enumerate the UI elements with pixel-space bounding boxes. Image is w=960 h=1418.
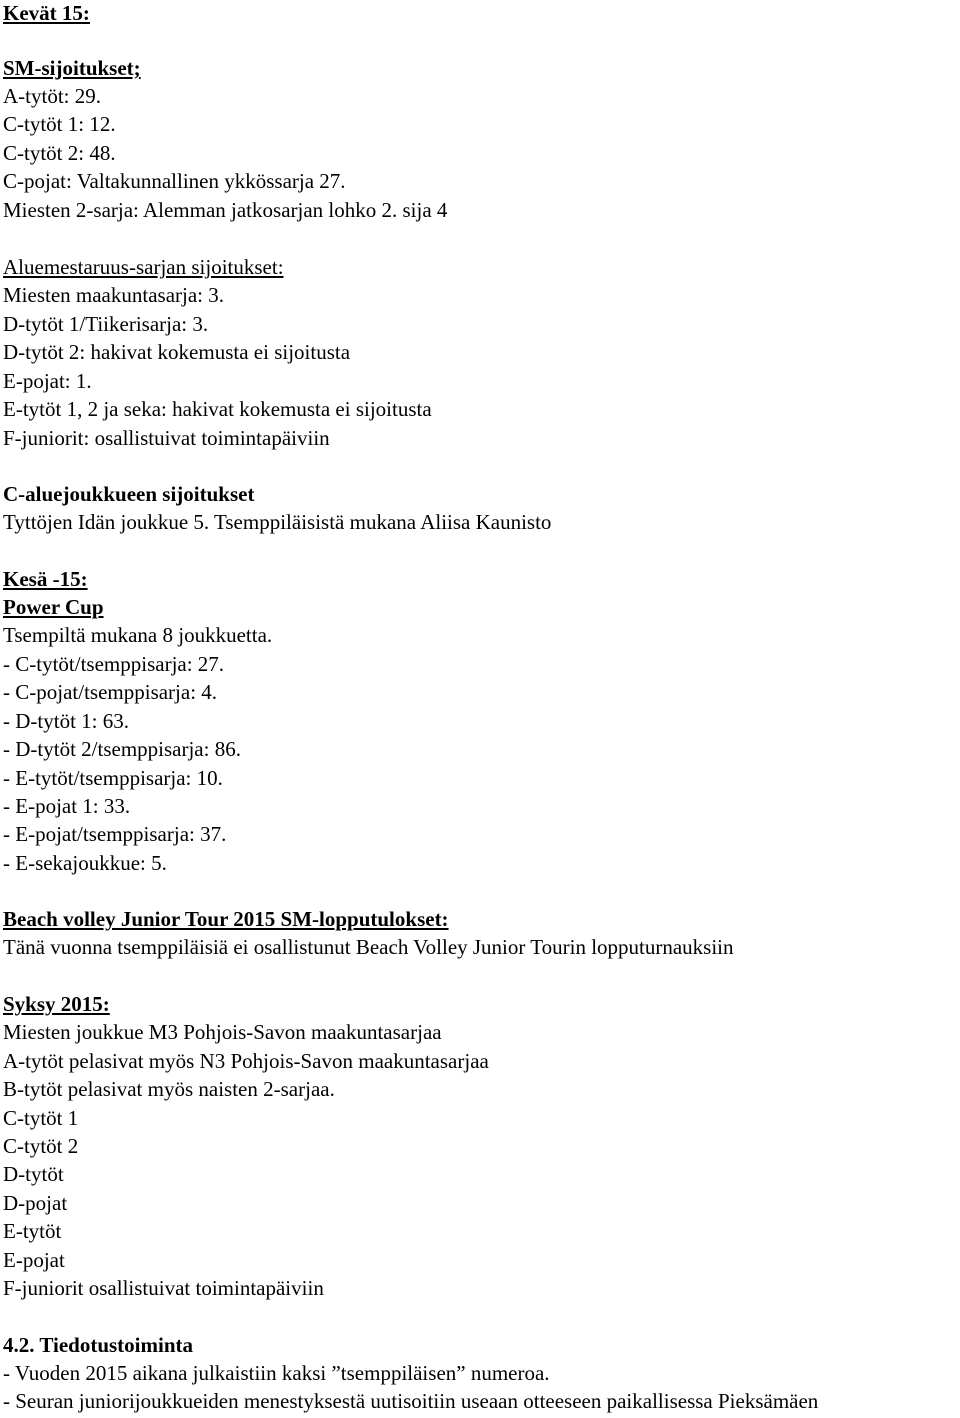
autumn-line: B-tytöt pelasivat myös naisten 2-sarjaa. (3, 1077, 335, 1101)
power-cup-result: - D-tytöt 2/tsemppisarja: 86. (3, 737, 241, 761)
autumn-line: D-tytöt (3, 1162, 64, 1186)
beach-volley-heading: Beach volley Junior Tour 2015 SM-lopputulokset: (3, 907, 449, 931)
autumn-line: C-tytöt 1 (3, 1106, 79, 1130)
sm-line: C-tytöt 1: 12. (3, 112, 116, 136)
power-cup-result: - E-pojat/tsemppisarja: 37. (3, 822, 227, 846)
communication-line: - Vuoden 2015 aikana julkaistiin kaksi ”tsemppiläisen” numeroa. (3, 1361, 550, 1385)
autumn-line: F-juniorit osallistuivat toimintapäiviin (3, 1276, 324, 1300)
sm-line: C-pojat: Valtakunnallinen ykkössarja 27. (3, 169, 346, 193)
autumn-heading: Syksy 2015: (3, 992, 110, 1016)
region-line: Miesten maakuntasarja: 3. (3, 283, 225, 307)
region-line: D-tytöt 1/Tiikerisarja: 3. (3, 312, 209, 336)
sm-line: A-tytöt: 29. (3, 84, 101, 108)
communication-line: - Seuran juniorijoukkueiden menestyksestä uutisoitiin useaan otteeseen paikallisessa Pieksämäen (3, 1389, 819, 1413)
region-line: E-tytöt 1, 2 ja seka: hakivat kokemusta ei sijoitusta (3, 397, 432, 421)
autumn-line: Miesten joukkue M3 Pohjois-Savon maakuntasarjaa (3, 1020, 442, 1044)
power-cup-result: - E-pojat 1: 33. (3, 794, 131, 818)
autumn-line: C-tytöt 2 (3, 1134, 79, 1158)
power-cup-result: - C-tytöt/tsemppisarja: 27. (3, 652, 225, 676)
region-line: E-pojat: 1. (3, 369, 92, 393)
c-region-line: Tyttöjen Idän joukkue 5. Tsemppiläisistä mukana Aliisa Kaunisto (3, 510, 552, 534)
power-cup-intro: Tsempiltä mukana 8 joukkuetta. (3, 623, 273, 647)
region-line: D-tytöt 2: hakivat kokemusta ei sijoitusta (3, 340, 351, 364)
autumn-line: E-tytöt (3, 1219, 62, 1243)
autumn-line: A-tytöt pelasivat myös N3 Pohjois-Savon maakuntasarjaa (3, 1049, 489, 1073)
autumn-line: E-pojat (3, 1248, 65, 1272)
power-cup-result: - C-pojat/tsemppisarja: 4. (3, 680, 218, 704)
power-cup-heading: Power Cup (3, 595, 104, 619)
spring-heading: Kevät 15: (3, 1, 90, 25)
region-line: F-juniorit: osallistuivat toimintapäiviin (3, 426, 330, 450)
sm-line: Miesten 2-sarja: Alemman jatkosarjan lohko 2. sija 4 (3, 198, 448, 222)
sm-placements-heading: SM-sijoitukset; (3, 56, 141, 80)
power-cup-result: - E-tytöt/tsemppisarja: 10. (3, 766, 223, 790)
sm-line: C-tytöt 2: 48. (3, 141, 116, 165)
communication-heading: 4.2. Tiedotustoiminta (3, 1333, 194, 1357)
beach-volley-text: Tänä vuonna tsemppiläisiä ei osallistunut Beach Volley Junior Tourin lopputurnauksiin (3, 935, 734, 959)
summer-heading: Kesä -15: (3, 567, 88, 591)
region-placements-heading: Aluemestaruus-sarjan sijoitukset: (3, 255, 284, 279)
autumn-line: D-pojat (3, 1191, 68, 1215)
power-cup-result: - D-tytöt 1: 63. (3, 709, 129, 733)
power-cup-result: - E-sekajoukkue: 5. (3, 851, 167, 875)
c-region-heading: C-aluejoukkueen sijoitukset (3, 482, 255, 506)
